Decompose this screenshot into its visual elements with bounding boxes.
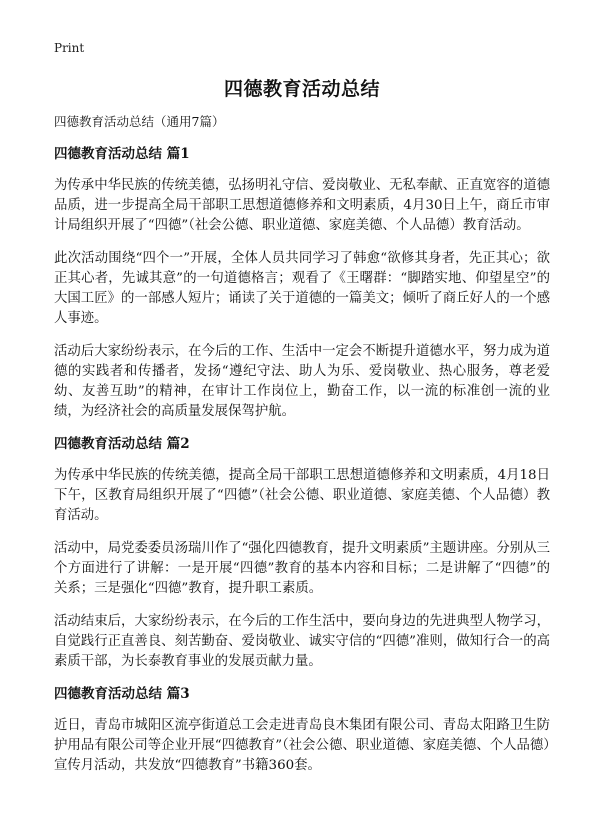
paragraph: 为传承中华民族的传统美德，弘扬明礼守信、爱岗敬业、无私奉献、正直宽容的道德品质，进一步提高全局干部职工思想道德修养和文明素质，4月30日上午，商丘市审计局组织开展了“四德”（社会公德、职业道德、家庭美德、个人品德）教育活动。 [54,178,550,233]
paragraph: 活动后大家纷纷表示，在今后的工作、生活中一定会不断提升道德水平，努力成为道德的实践者和传播者，发扬“遵纪守法、助人为乐、爱岗敬业、热心服务，尊老爱幼、友善互助”的精神，在审计工作岗位上，勤奋工作，以一流的标准创一流的业绩，为经济社会的高质量发展保驾护航。 [54,344,550,419]
paragraph: 此次活动围绕“四个一”开展，全体人员共同学习了韩愈“欲修其身者，先正其心；欲正其心者，先诚其意”的一句道德格言；观看了《王曙群：“脚踏实地、仰望星空”的大国工匠》的一部感人短片；诵读了关于道德的一篇美文；倾听了商丘好人的一个感人事迹。 [54,251,550,326]
paragraph: 近日，青岛市城阳区流亭街道总工会走进青岛良木集团有限公司、青岛太阳路卫生防护用品有限公司等企业开展“四德教育”（社会公德、职业道德、家庭美德、个人品德）宣传月活动，共发放“四德教育”书籍360套。 [54,718,550,773]
section-heading: 四德教育活动总结 篇3 [54,686,190,702]
paragraph: 活动中，局党委委员汤瑞川作了“强化四德教育，提升文明素质”主题讲座。分别从三个方面进行了讲解：一是开展“四德”教育的基本内容和目标；二是讲解了“四德”的关系；三是强化“四德”教育，提升职工素质。 [54,541,550,596]
section-heading: 四德教育活动总结 篇1 [54,146,190,162]
section-1 [54,145,550,422]
paragraph: 活动结束后，大家纷纷表示，在今后的工作生活中，要向身边的先进典型人物学习，自觉践行正直善良、刻苦勤奋、爱岗敬业、诚实守信的“四德”准则，做知行合一的高素质干部，为长泰教育事业的发展贡献力量。 [54,614,550,669]
page-title: 四德教育活动总结 [223,78,380,100]
section-heading: 四德教育活动总结 篇2 [54,436,190,452]
print-link[interactable]: Print [54,41,85,55]
document-subtitle: 四德教育活动总结（通用7篇） [54,114,225,129]
document-page [54,40,550,789]
section-3 [54,685,550,776]
paragraph: 为传承中华民族的传统美德，提高全局干部职工思想道德修养和文明素质，4月18日下午，区教育局组织开展了“四德”（社会公德、职业道德、家庭美德、个人品德）教育活动。 [54,468,550,523]
section-2 [54,435,550,672]
